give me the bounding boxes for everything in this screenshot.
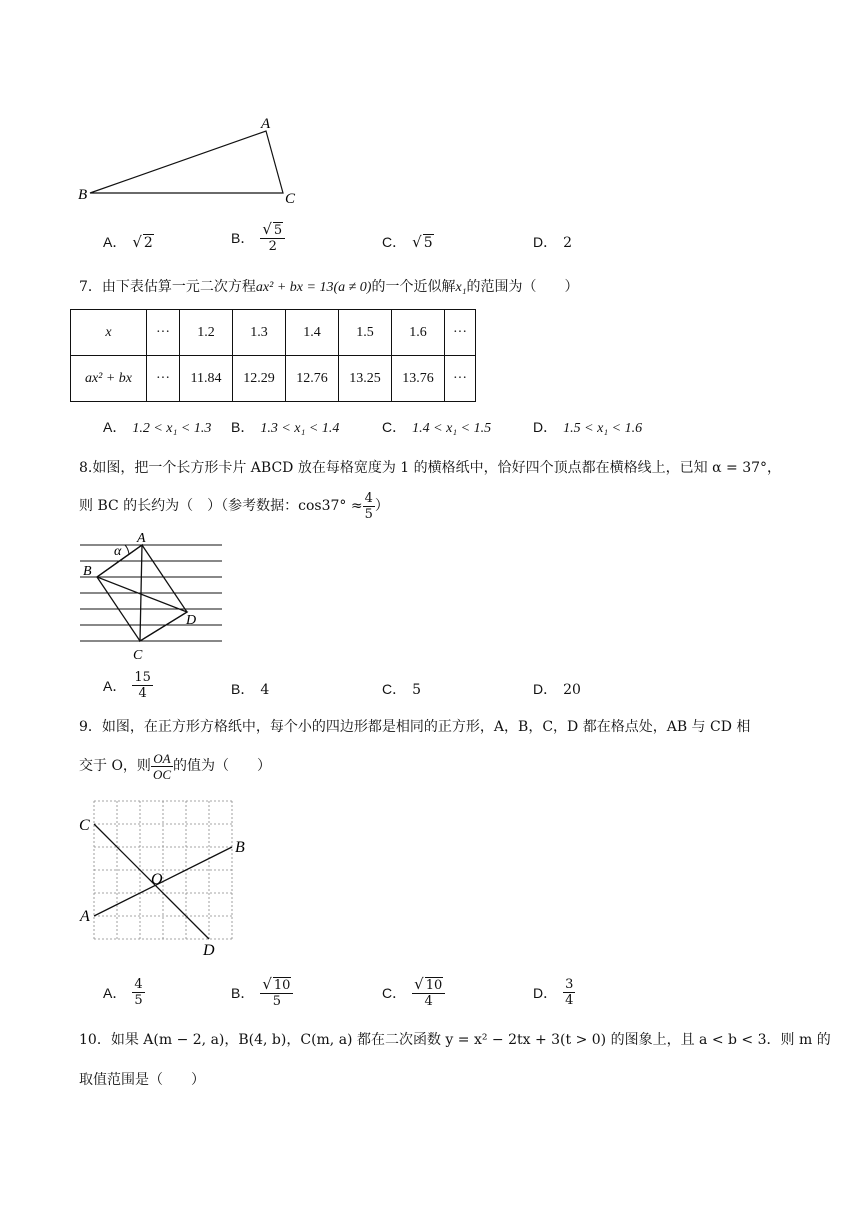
table-cell: 1.5 [339, 310, 392, 356]
table-row [71, 310, 476, 356]
q8-option-c[interactable]: C． 5 [382, 681, 422, 698]
label-c: C [79, 817, 90, 834]
table-cell: 1.3 [233, 310, 286, 356]
q9-stem-line2: 交于 O，则 $\frac{OA}{OC}$ 的值为（ ） [79, 750, 271, 782]
table-row [71, 356, 476, 402]
label-o: O [151, 871, 163, 888]
table-cell: 12.29 [233, 356, 286, 402]
q9-option-d[interactable]: D． $\frac{3}{4}$ [533, 977, 574, 1008]
label-c: C [133, 648, 143, 663]
q7-option-a[interactable]: A． 1.2 < x₁ < 1.3 [103, 419, 212, 436]
label-b: B [83, 564, 92, 579]
table-cell: ··· [445, 310, 476, 356]
table-cell: x [71, 310, 147, 356]
q10-stem-line1: 10．如果 A(m − 2, a)，B(4, b)，C(m, a) 都在二次函数 y = x² − 2tx + 3(t > 0) 的图象上，且 a < b < 3．则 m 的 [79, 1032, 831, 1048]
q6-option-c[interactable]: C． √ 5 [382, 233, 433, 251]
label-b: B [78, 187, 88, 203]
q8-stem-line1: 8.如图，把一个长方形卡片 ABCD 放在每格宽度为 1 的横格纸中，恰好四个顶点都在横格线上，已知 α = 37°， [79, 460, 782, 476]
rectangle-on-lined-paper-figure [70, 528, 230, 663]
q7-stem: 7．由下表估算一元二次方程ax² + bx = 13(a ≠ 0)的一个近似解x₁的范围为（ ） [79, 279, 579, 295]
table-cell: 12.76 [286, 356, 339, 402]
value-table [70, 309, 476, 402]
table-cell: 1.4 [286, 310, 339, 356]
table-cell: 1.6 [392, 310, 445, 356]
q9-option-c[interactable]: C． $\frac{√ 10}{4}$ [382, 977, 445, 1009]
table-cell: 11.84 [180, 356, 233, 402]
triangle-abc-figure [70, 110, 310, 210]
q9-stem-line1: 9．如图，在正方形方格纸中，每个小的四边形都是相同的正方形，A，B，C，D 都在格点处，AB 与 CD 相 [79, 719, 751, 735]
label-a: A [80, 908, 90, 925]
square-grid-figure [75, 795, 265, 960]
table-cell: 1.2 [180, 310, 233, 356]
q7-option-c[interactable]: C． 1.4 < x₁ < 1.5 [382, 419, 492, 436]
table-cell: ··· [147, 356, 180, 402]
q6-option-a[interactable]: A． √ 2 [103, 233, 153, 251]
table-cell: ax² + bx [71, 356, 147, 402]
table-cell: ··· [147, 310, 180, 356]
q7-option-b[interactable]: B． 1.3 < x₁ < 1.4 [231, 419, 340, 436]
q8-option-b[interactable]: B． 4 [231, 681, 270, 698]
table-cell: 13.76 [392, 356, 445, 402]
q6-option-d[interactable]: D． 2 [533, 234, 573, 251]
label-c: C [285, 191, 296, 207]
table-cell: ··· [445, 356, 476, 402]
table-cell: 13.25 [339, 356, 392, 402]
q8-option-a[interactable]: A． $\frac{15}{4}$ [103, 670, 151, 701]
label-alpha: α [114, 544, 122, 559]
q6-option-b[interactable]: B． $\frac{√ 5}{2}$ [231, 222, 285, 254]
q8-option-d[interactable]: D． 20 [533, 681, 581, 698]
label-a: A [137, 531, 146, 546]
label-a: A [261, 116, 271, 132]
q9-option-b[interactable]: B． $\frac{√ 10}{5}$ [231, 977, 293, 1009]
label-d: D [186, 613, 197, 628]
label-d: D [203, 942, 215, 959]
q8-stem-line2: 则 BC 的长约为（ ）（参考数据：cos37° ≈ $\frac{4}{5}$ ） [79, 490, 389, 522]
label-b: B [235, 839, 245, 856]
q9-option-a[interactable]: A． $\frac{4}{5}$ [103, 977, 143, 1008]
q7-option-d[interactable]: D． 1.5 < x₁ < 1.6 [533, 419, 643, 436]
q10-stem-line2: 取值范围是（ ） [79, 1072, 205, 1088]
